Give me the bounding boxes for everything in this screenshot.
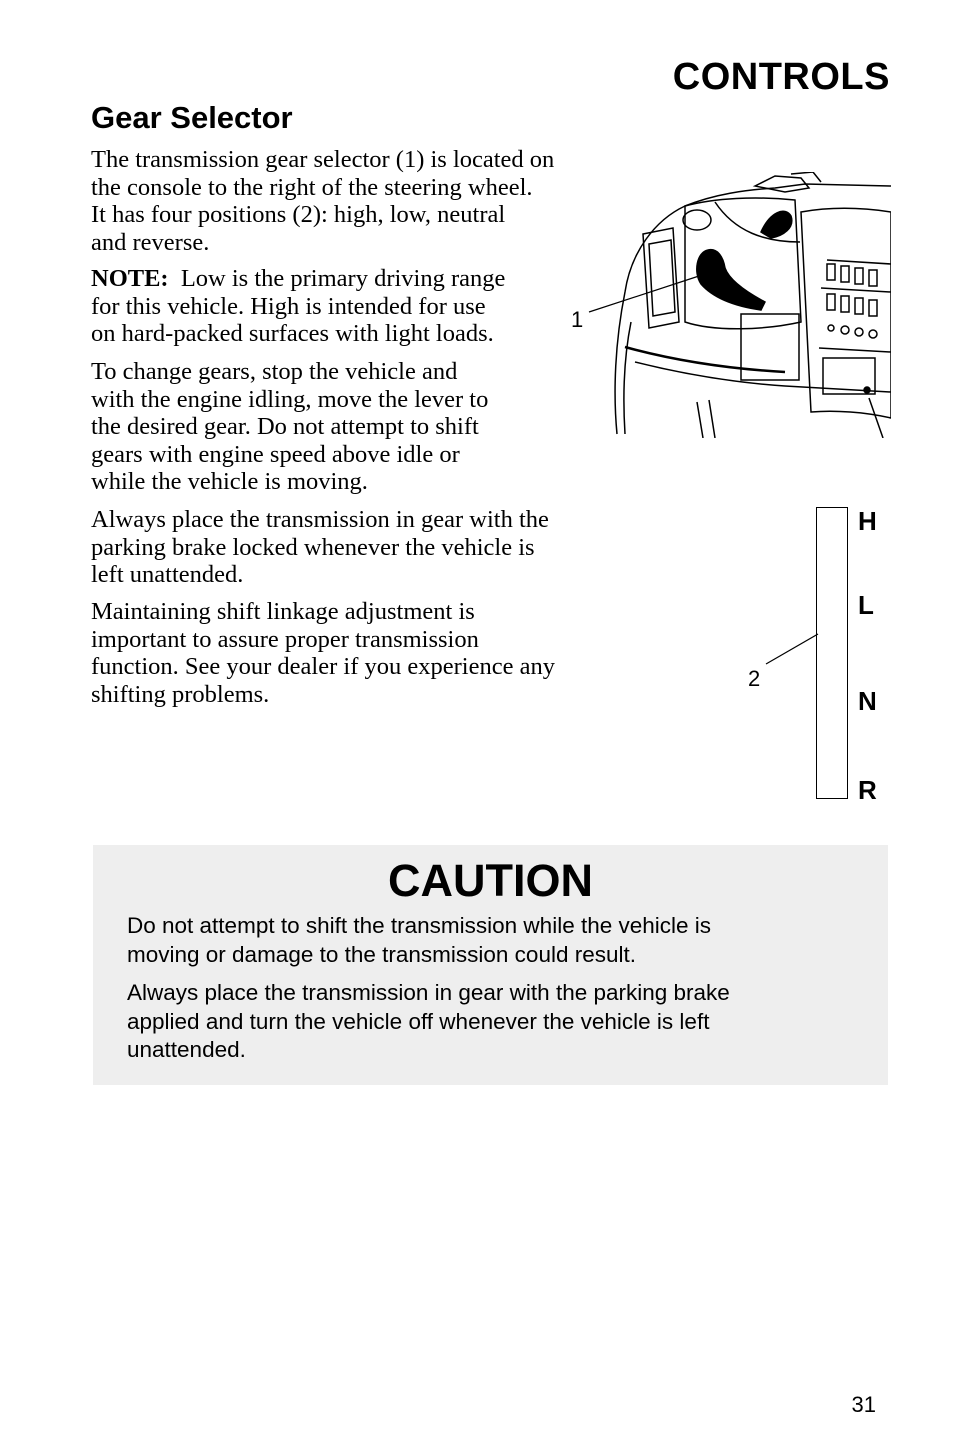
note-label: NOTE: [91, 265, 169, 292]
shift-pattern-slot [816, 507, 848, 799]
caution-box [93, 845, 888, 1085]
text-line: Do not attempt to shift the transmission while the vehicle is [127, 913, 712, 938]
parking-paragraph [91, 506, 549, 589]
shift-procedure-paragraph [91, 358, 488, 496]
text-line: left unattended. [91, 561, 244, 588]
maintenance-paragraph [91, 598, 555, 708]
text-line: parking brake locked whenever the vehicle is [91, 533, 535, 561]
caution-title: CAUTION [388, 855, 593, 906]
page-number: 31 [851, 1392, 876, 1417]
text-line: and reverse. [91, 228, 210, 256]
text-line: Low is the primary driving range [180, 265, 506, 292]
intro-paragraph [91, 146, 554, 256]
text-line: with the engine idling, move the lever to [91, 385, 489, 413]
callout-leader-2 [760, 630, 820, 670]
text-line: important to assure proper transmission [91, 625, 479, 653]
caution-paragraph-1 [127, 912, 847, 969]
gear-label-reverse: R [858, 775, 877, 805]
note-paragraph [91, 265, 505, 348]
text-line: applied and turn the vehicle off whenever the vehicle is left [127, 1008, 710, 1034]
text-line: while the vehicle is moving. [91, 468, 368, 495]
text-line: function. See your dealer if you experience any [91, 653, 555, 680]
text-line: moving or damage to the transmission could result. [127, 941, 636, 967]
gear-label-low: L [858, 590, 874, 620]
text-line: To change gears, stop the vehicle and [91, 358, 458, 385]
page-heading: Gear Selector [91, 100, 293, 135]
text-line: unattended. [127, 1037, 246, 1062]
text-line: The transmission gear selector (1) is located on [91, 146, 555, 173]
text-line: the desired gear. Do not attempt to shift [91, 413, 479, 440]
text-line: It has four positions (2): high, low, neutral [91, 201, 506, 228]
text-line: shifting problems. [91, 680, 270, 708]
text-line: on hard-packed surfaces with light loads. [91, 320, 494, 347]
text-line: for this vehicle. High is intended for use [91, 292, 486, 320]
callout-number-2: 2 [748, 666, 761, 691]
callout-number-1: 1 [571, 307, 584, 332]
caution-paragraph-2 [127, 979, 847, 1065]
gear-label-neutral: N [858, 686, 877, 716]
text-line: Always place the transmission in gear with the [91, 506, 549, 533]
gear-label-high: H [858, 506, 877, 536]
section-title: CONTROLS [672, 56, 890, 98]
text-line: gears with engine speed above idle or [91, 440, 460, 468]
text-line: Always place the transmission in gear with the parking brake [127, 980, 730, 1005]
text-line: Maintaining shift linkage adjustment is [91, 598, 475, 625]
text-line: the console to the right of the steering wheel. [91, 173, 533, 201]
gear-selector-illustration [565, 172, 891, 438]
